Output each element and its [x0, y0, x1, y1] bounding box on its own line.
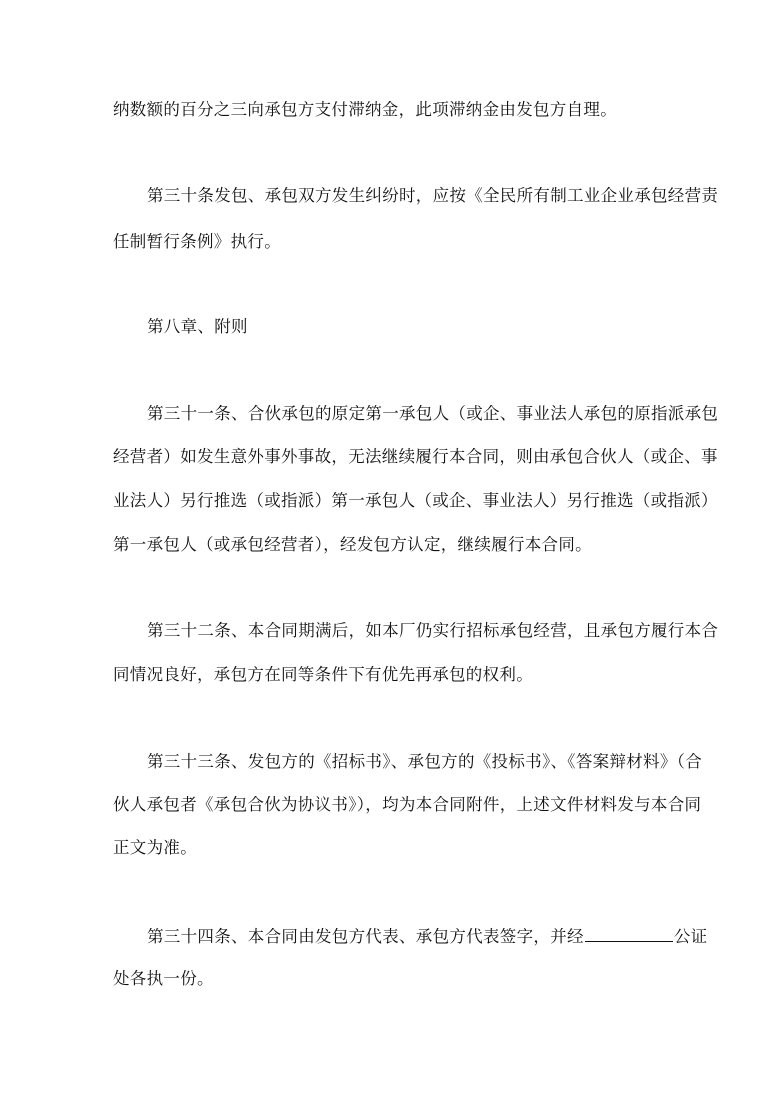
article-34-text: 第三十四条、本合同由发包方代表、承包方代表签字，并经 [147, 927, 584, 946]
article-34-line-2: 处各执一份。 [113, 969, 214, 988]
article-32-line-2: 同情况良好，承包方在同等条件下有优先再承包的权利。 [113, 665, 533, 684]
article-33-line-3: 正文为准。 [113, 838, 197, 857]
article-31-line-4: 第一承包人（或承包经营者），经发包方认定，继续履行本合同。 [113, 535, 592, 554]
article-31-line-1: 第三十一条、合伙承包的原定第一承包人（或企、事业法人承包的原指派承包 [147, 404, 719, 423]
article-30-line-2: 任制暂行条例》执行。 [113, 232, 281, 251]
article-33-line-1: 第三十三条、发包方的《招标书》、承包方的《投标书》、《答案辩材料》（合 [147, 752, 702, 771]
article-33-line-2: 伙人承包者《承包合伙为协议书》），均为本合同附件，上述文件材料发与本合同 [113, 795, 702, 814]
article-31-line-2: 经营者）如发生意外事外事故，无法继续履行本合同，则由承包合伙人（或企、事 [113, 447, 718, 466]
article-32-line-1: 第三十二条、本合同期满后，如本厂仍实行招标承包经营，且承包方履行本合 [147, 621, 719, 640]
chapter-heading: 第八章、附则 [147, 317, 248, 336]
article-34-line-1 [147, 925, 707, 947]
article-31-line-3: 业法人）另行推选（或指派）第一承包人（或企、事业法人）另行推选（或指派） [113, 491, 718, 510]
paragraph-line: 纳数额的百分之三向承包方支付滞纳金，此项滞纳金由发包方自理。 [113, 100, 617, 119]
fill-in-blank [585, 925, 673, 942]
article-30-line-1: 第三十条发包、承包双方发生纠纷时，应按《全民所有制工业企业承包经营责 [147, 186, 719, 205]
notary-label: 公证 [673, 927, 708, 946]
